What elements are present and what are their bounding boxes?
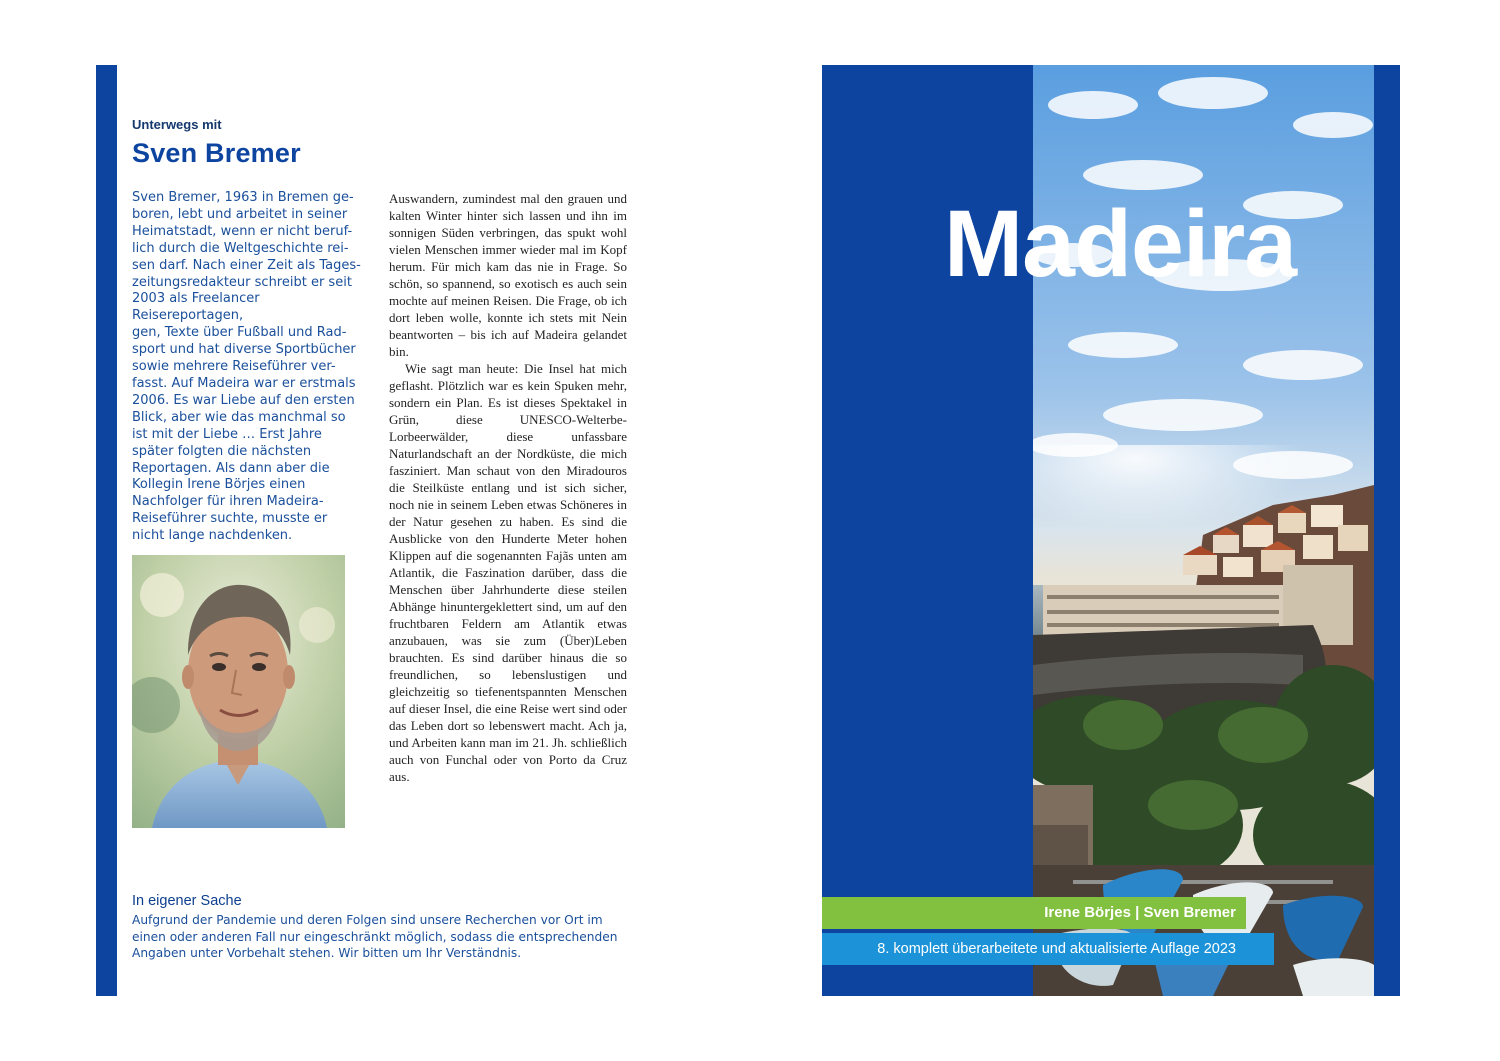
bio-line: sowie mehrere Reiseführer ver- — [132, 359, 336, 375]
notice-line: Angaben unter Vorbehalt stehen. Wir bitten um Ihr Verständnis. — [132, 946, 522, 961]
bio-line: ist mit der Liebe … Erst Jahre — [132, 426, 322, 442]
edition-band: 8. komplett überarbeitete und aktualisierte Auflage 2023 — [822, 933, 1274, 965]
bio-line: Blick, aber wie das manchmal so — [132, 409, 346, 425]
essay-paragraph: Wie sagt man heute: Die Insel hat mich geflasht. Plötzlich war es kein Spuken mehr, sondern ein Plan. Es ist dieses Spektakel in Grün, diese UNESCO-Welterbe-Lorbeerwälder, diese unfassbare Naturlandschaft an der Nordküste, die mich fasziniert. Man schaut von den Miradouros die Steilküste entlang und ist sich sicher, noch nie in seinem Leben etwas Schöneres in der Natur gesehen zu haben. Es sind die Ausblicke von den Hunderte Meter hohen Klippen auf die sogenannten Fajãs unten am Atlantik, die Faszination darüber, dass die Menschen über Jahrhunderte diese steilen Abhänge hinuntergeklettert sind, um auf den fruchtbaren Feldern am Atlantik etwas anzubauen, was sie zum (Über)Leben brauchten. Es sind darüber hinaus die so freundlichen, so lebenslustigen und gleichzeitig so tiefenentspannten Menschen auf dieser Insel, die eine Reise wert sind oder das Leben dort so lebenswert macht. Ach ja, und Arbeiten kann man im 21. Jh. schließlich auch von Funchal oder von Porto da Cruz aus. — [389, 361, 627, 784]
essay-column — [389, 190, 627, 785]
bio-line: Nachfolger für ihren Madeira- — [132, 494, 324, 510]
book-cover — [822, 65, 1400, 996]
bio-line: Reportagen. Als dann aber die — [132, 460, 330, 476]
bio-line: nicht lange nachdenken. — [132, 528, 293, 544]
bio-line: 2006. Es war Liebe auf den ersten — [132, 392, 355, 408]
bio-line: lich durch die Weltgeschichte rei- — [132, 240, 349, 256]
bio-line: gen, Texte über Fußball und Rad- — [132, 325, 347, 341]
bio-line: Heimatstadt, wenn er nicht beruf- — [132, 223, 353, 239]
notice-line: einen oder anderen Fall nur eingeschränkt möglich, sodass die entsprechenden — [132, 929, 618, 944]
bio-line: 2003 als Freelancer Reisereportagen, — [132, 291, 260, 324]
bio-line: fasst. Auf Madeira war er erstmals — [132, 375, 356, 391]
bio-line: Reiseführer suchte, musste er — [132, 511, 328, 527]
notice-text — [132, 912, 637, 962]
left-page — [96, 65, 656, 996]
author-bio — [132, 190, 364, 545]
bio-line: sen darf. Nach einer Zeit als Tages- — [132, 257, 361, 273]
authors-band: Irene Börjes | Sven Bremer — [822, 897, 1246, 929]
bio-line: sport und hat diverse Sportbücher — [132, 342, 356, 358]
kicker: Unterwegs mit — [132, 117, 222, 132]
bio-line: zeitungsredakteur schreibt er seit — [132, 274, 352, 290]
bio-line: später folgten die nächsten — [132, 443, 312, 459]
notice-heading: In eigener Sache — [132, 893, 242, 909]
author-portrait-photo — [132, 555, 345, 828]
author-heading: Sven Bremer — [132, 138, 301, 168]
left-margin-bar — [96, 65, 117, 996]
essay-paragraph: Auswandern, zumindest mal den grauen und kalten Winter hinter sich lassen und ihn im sonnigen Süden verbringen, das spukt wohl vielen Menschen immer wieder mal im Kopf herum. Für mich kam das nie in Frage. So schön, so spannend, so exotisch es auch sein mochte auf meinen Reisen. Die Frage, ob ich dort leben wolle, konnte ich stets mit Nein beantworten – bis ich auf Madeira gelandet bin. — [389, 191, 627, 359]
bio-line: Sven Bremer, 1963 in Bremen ge- — [132, 190, 354, 205]
cover-title: Madeira — [944, 191, 1297, 297]
notice-line: Aufgrund der Pandemie und deren Folgen sind unsere Recherchen vor Ort im — [132, 913, 603, 927]
bio-line: Kollegin Irene Börjes einen — [132, 477, 306, 493]
bio-line: boren, lebt und arbeitet in seiner — [132, 206, 348, 222]
